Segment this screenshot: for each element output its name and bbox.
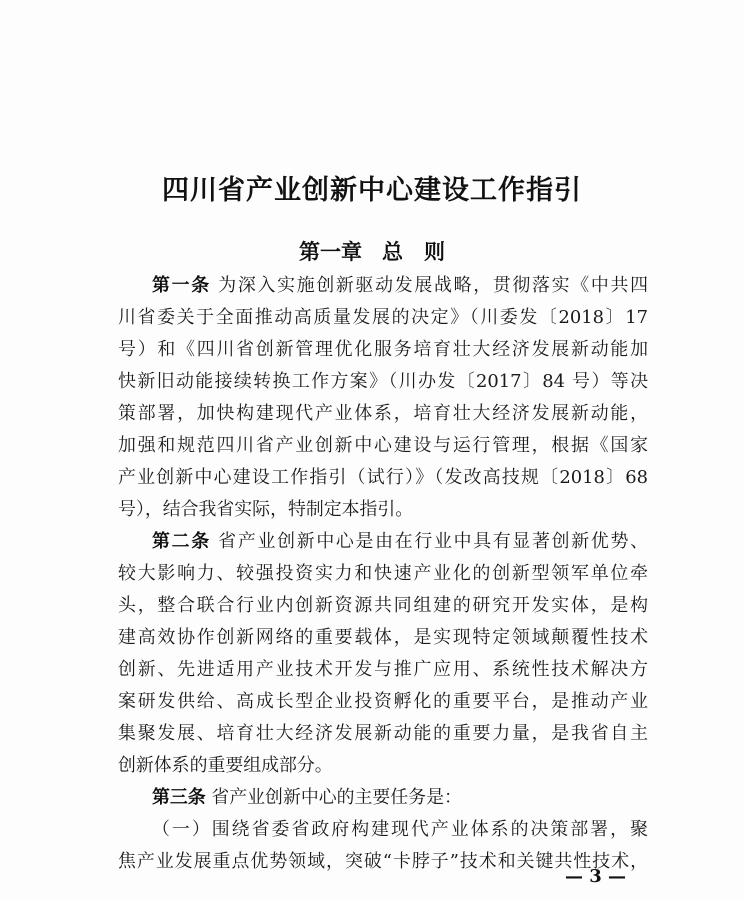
item-1-line-2: 焦产业发展重点优势领域，突破“卡脖子”技术和关键共性技术， xyxy=(118,851,648,872)
article-2-line-4: 建高效协作创新网络的重要载体，是实现特定领域颠覆性技术 xyxy=(118,627,648,648)
article-1-line-7: 产业创新中心建设工作指引（试行）》（发改高技规〔2018〕68 xyxy=(118,467,648,488)
article-1-line-1: 第一条 为深入实施创新驱动发展战略，贯彻落实《中共四 xyxy=(152,275,648,296)
item-1-line-1: （一）围绕省委省政府构建现代产业体系的决策部署，聚 xyxy=(152,819,648,840)
article-2-head: 第二条 xyxy=(152,531,211,552)
article-2-line-8: 创新体系的重要组成部分。 xyxy=(118,755,333,776)
article-1-line-3: 号）和《四川省创新管理优化服务培育壮大经济发展新动能加 xyxy=(118,339,648,360)
article-3-line-1: 第三条 省产业创新中心的主要任务是： xyxy=(152,787,462,808)
article-3-head: 第三条 xyxy=(152,787,206,808)
chapter-name: 总 则 xyxy=(382,239,445,264)
article-1-line-6: 加强和规范四川省产业创新中心建设与运行管理，根据《国家 xyxy=(118,435,648,456)
article-2-line-2: 较大影响力、较强投资实力和快速产业化的创新型领军单位牵 xyxy=(118,563,648,584)
article-1-line-4: 快新旧动能接续转换工作方案》（川办发〔2017〕84 号）等决 xyxy=(118,371,648,392)
article-2-line-6: 案研发供给、高成长型企业投资孵化的重要平台，是推动产业 xyxy=(118,691,648,712)
article-1-head: 第一条 xyxy=(152,275,211,296)
article-2-line-1: 第二条 省产业创新中心是由在行业中具有显著创新优势、 xyxy=(152,531,648,552)
article-1-line-2: 川省委关于全面推动高质量发展的决定》（川委发〔2018〕17 xyxy=(118,307,648,328)
article-2-line-5: 创新、先进适用产业技术开发与推广应用、系统性技术解决方 xyxy=(118,659,648,680)
chapter-heading xyxy=(0,236,744,266)
article-1-line-8: 号），结合我省实际，特制定本指引。 xyxy=(118,499,414,520)
document-title: 四川省产业创新中心建设工作指引 xyxy=(162,175,582,206)
article-1-line-5: 策部署，加快构建现代产业体系，培育壮大经济发展新动能， xyxy=(118,403,648,424)
article-2-line-3: 头，整合联合行业内创新资源共同组建的研究开发实体，是构 xyxy=(118,595,648,616)
chapter-label: 第一章 xyxy=(299,239,362,264)
page-number: — 3 — xyxy=(564,866,626,887)
article-2-line-7: 集聚发展、培育壮大经济发展新动能的重要力量，是我省自主 xyxy=(118,723,648,744)
